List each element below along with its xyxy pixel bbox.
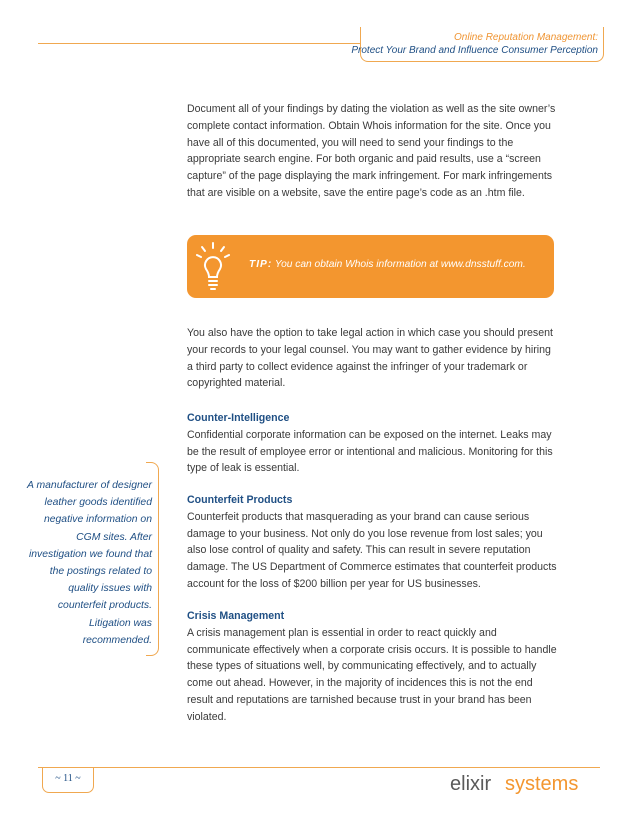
logo-word-elixir: elixir — [450, 773, 492, 795]
header-title-line2: Protect Your Brand and Influence Consumer Perception — [351, 45, 598, 56]
intro-paragraph-text: Document all of your findings by dating the violation as well as the site owner’s complete contact information. Obtain Whois information for the site. Once you have all of this documented, you will need to send your findings to the appropriate search engine. For both organic and paid results, use a “screen capture” of the page displaying the mark infringement. For mark infringements that are visible on a website, save the entire page’s code as an .htm file. — [187, 103, 556, 199]
header-rule — [38, 43, 360, 44]
tip-content: You can obtain Whois information at www.dnsstuff.com. — [274, 259, 526, 270]
page-number-box — [42, 768, 94, 793]
page-number: ~ 11 ~ — [55, 773, 81, 784]
elixir-systems-logo — [450, 770, 600, 796]
footer-rule — [38, 767, 600, 768]
section-counterfeit-products — [187, 492, 559, 593]
tip-label: TIP: — [249, 259, 273, 270]
section-title: Counter-Intelligence — [187, 412, 290, 424]
sidebar-quote: A manufacturer of designer leather goods identified negative information on CGM sites. After investigation we found that the postings related to quality issues with counterfeit products. Litigation was recommended. — [27, 480, 152, 646]
intro-paragraph — [187, 101, 559, 202]
section-title: Crisis Management — [187, 610, 285, 622]
section-body: Counterfeit products that masquerading as your brand can cause serious damage to your business. Not only do you lose revenue from lost sales; you also lose control of quality and safety. This can result in severe reputation damage. The US Department of Commerce estimates that counterfeit products account for the loss of $200 billion per year for US businesses. — [187, 510, 557, 590]
section-crisis-management — [187, 608, 559, 726]
header-title — [351, 31, 598, 57]
header-title-line1: Online Reputation Management: — [454, 32, 598, 43]
section-counter-intelligence — [187, 410, 559, 477]
legal-paragraph — [187, 325, 559, 392]
section-body: A crisis management plan is essential in order to react quickly and communicate effectively when a corporate crisis occurs. It is possible to handle these types of situations well, by communicating effectively, and to actually come out ahead. However, in the majority of incidences this is not the end result and reputations are tarnished because trust in your brand has been violated. — [187, 626, 557, 723]
tip-box — [187, 235, 554, 298]
legal-paragraph-text: You also have the option to take legal action in which case you should present your records to your legal counsel. You may want to gather evidence by hiring a third party to collect evidence against the infringer of your trademark or copyrighted material. — [187, 327, 553, 390]
section-body: Confidential corporate information can be exposed on the internet. Leaks may be the result of employee error or intentional and malicious. Monitoring for this type of leak is essential. — [187, 428, 553, 475]
tip-text — [249, 259, 526, 270]
lightbulb-icon — [195, 241, 231, 293]
logo-word-systems: systems — [505, 773, 579, 795]
section-title: Counterfeit Products — [187, 494, 293, 506]
